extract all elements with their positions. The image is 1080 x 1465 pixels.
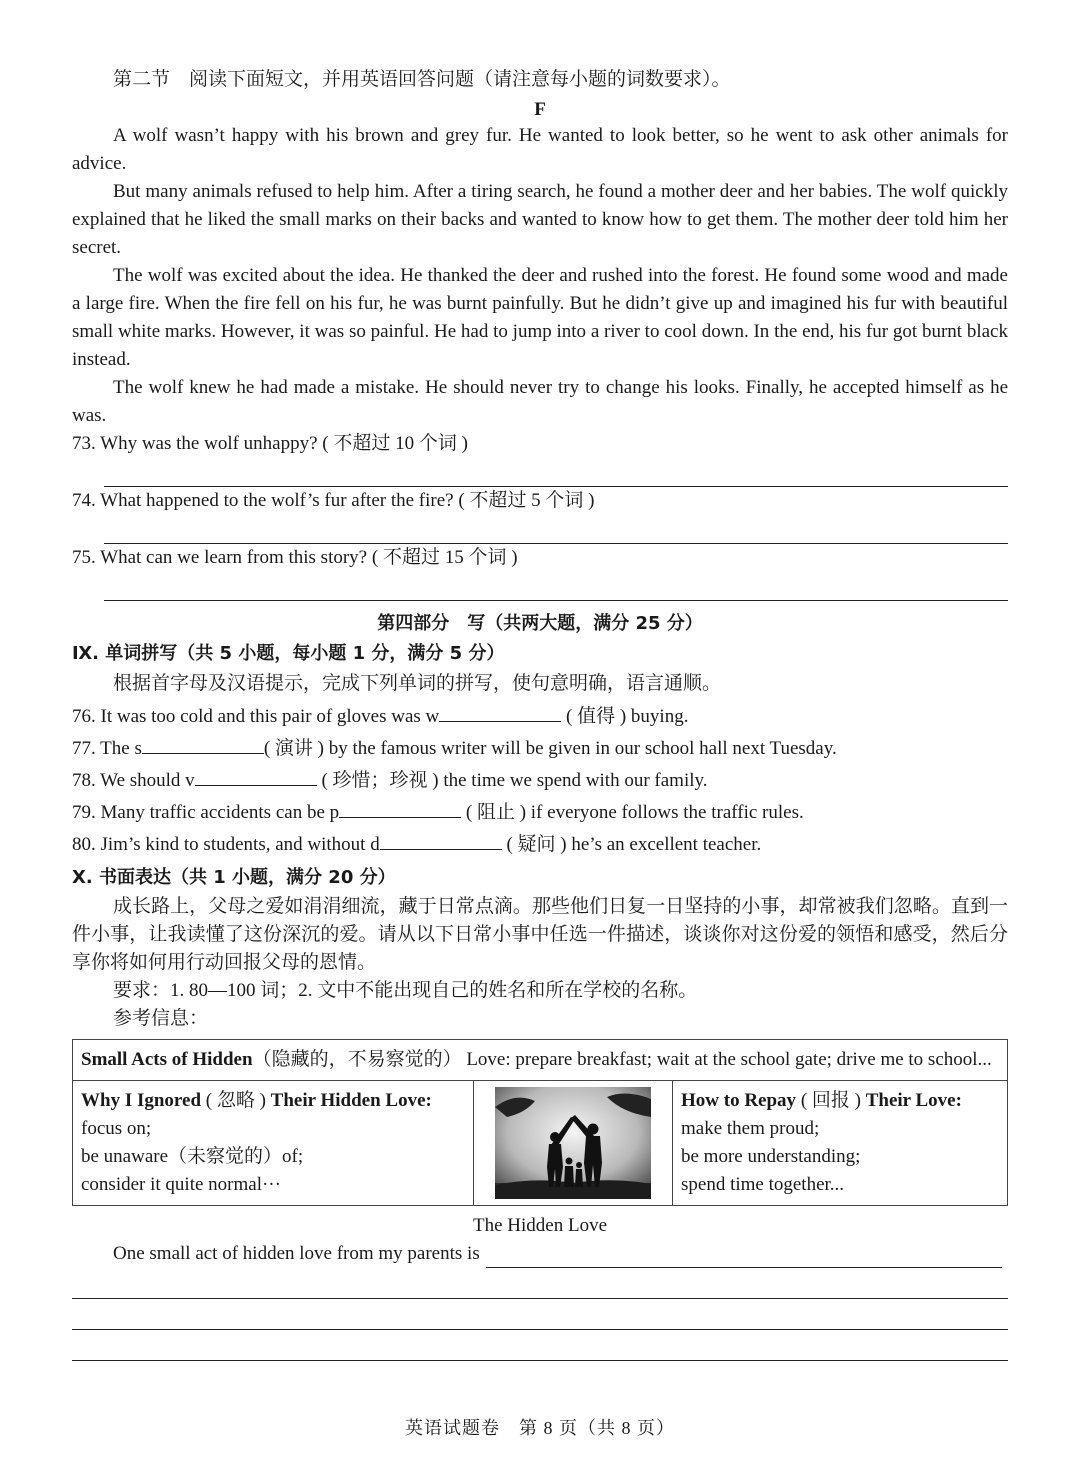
item-hint: ( 值得 ) buying. xyxy=(561,706,689,727)
how-to-repay-item: be more understanding; xyxy=(681,1146,861,1167)
spelling-item-77 xyxy=(72,735,1008,763)
blank-77[interactable] xyxy=(142,735,264,754)
writing-line[interactable] xyxy=(72,1299,1008,1330)
essay-start-text: One small act of hidden love from my parents is xyxy=(113,1243,480,1264)
essay-first-line xyxy=(72,1240,1008,1268)
writing-line[interactable] xyxy=(72,1330,1008,1361)
spelling-heading: Ⅸ. 单词拼写（共 5 小题，每小题 1 分，满分 5 分） xyxy=(72,643,505,664)
why-ignored-gloss: ( 忽略 ) xyxy=(201,1090,271,1111)
writing-heading: Ⅹ. 书面表达（共 1 小题，满分 20 分） xyxy=(72,867,396,888)
reading-section-heading: 第二节 阅读下面短文，并用英语回答问题（请注意每小题的词数要求）。 xyxy=(113,69,731,90)
item-text: 79. Many traffic accidents can be p xyxy=(72,802,340,823)
reference-row-small-acts xyxy=(73,1040,1008,1081)
spelling-item-79 xyxy=(72,799,1008,827)
reference-label: 参考信息： xyxy=(113,1008,209,1029)
passage-label: F xyxy=(534,99,546,120)
writing-line[interactable] xyxy=(72,1268,1008,1299)
question-75: 75. What can we learn from this story? ( 不超过 15 个词 ) xyxy=(72,547,518,568)
why-ignored-item: be unaware（未察觉的）of; xyxy=(81,1146,304,1167)
item-text: 80. Jim’s kind to students, and without d xyxy=(72,834,380,855)
family-photo-cell xyxy=(474,1081,673,1206)
answer-line-74[interactable] xyxy=(104,515,1008,544)
passage-paragraph-4: The wolf knew he had made a mistake. He should never try to change his looks. Finally, he accepted himself as he was. xyxy=(72,377,1008,426)
blank-76[interactable] xyxy=(439,703,561,722)
essay-blank[interactable] xyxy=(486,1245,1002,1268)
how-to-repay-title: How to Repay xyxy=(681,1090,797,1111)
passage-paragraph-3: The wolf was excited about the idea. He thanked the deer and rushed into the forest. He found some wood and made a large fire. When the fire fell on his fur, he was burnt painfully. But he didn’t give up and imagined his fur with beautiful small white marks. However, it was so painful. He had to jump into a river to cool down. In the end, his fur got burnt black instead. xyxy=(72,265,1008,370)
why-ignored-item: consider it quite normal··· xyxy=(81,1174,281,1195)
essay-title: The Hidden Love xyxy=(472,1215,607,1236)
exam-page xyxy=(72,66,1008,1361)
small-acts-text: （隐藏的，不易察觉的） Love: prepare breakfast; wait at the school gate; drive me to school... xyxy=(252,1049,992,1070)
why-ignored-item: focus on; xyxy=(81,1118,152,1139)
why-ignored-title: Why I Ignored xyxy=(81,1090,202,1111)
how-to-repay-gloss: ( 回报 ) xyxy=(796,1090,866,1111)
blank-80[interactable] xyxy=(380,831,502,850)
item-hint: ( 演讲 ) by the famous writer will be given in our school hall next Tuesday. xyxy=(263,738,837,759)
blank-78[interactable] xyxy=(195,767,317,786)
answer-line-73[interactable] xyxy=(104,458,1008,487)
page-footer: 英语试题卷 第 8 页（共 8 页） xyxy=(405,1418,675,1438)
spelling-item-78 xyxy=(72,767,1008,795)
part4-title: 第四部分 写（共两大题，满分 25 分） xyxy=(377,613,703,634)
how-to-repay-item: spend time together... xyxy=(681,1174,845,1195)
writing-requirements: 要求：1. 80—100 词；2. 文中不能出现自己的姓名和所在学校的名称。 xyxy=(113,980,698,1001)
passage-paragraph-1: A wolf wasn’t happy with his brown and grey fur. He wanted to look better, so he went to ask other animals for advice. xyxy=(72,125,1008,174)
how-to-repay-item: make them proud; xyxy=(681,1118,820,1139)
item-hint: ( 珍惜；珍视 ) the time we spend with our family. xyxy=(316,770,708,791)
item-text: 77. The s xyxy=(72,738,142,759)
question-73: 73. Why was the wolf unhappy? ( 不超过 10 个词 ) xyxy=(72,433,468,454)
small-acts-title: Small Acts of Hidden xyxy=(81,1049,253,1070)
how-to-repay-cell xyxy=(673,1081,1008,1206)
passage-paragraph-2: But many animals refused to help him. After a tiring search, he found a mother deer and her babies. The wolf quickly explained that he liked the small marks on their backs and wanted to know how to get them. The mother deer told him her secret. xyxy=(72,181,1008,258)
question-74: 74. What happened to the wolf’s fur after the fire? ( 不超过 5 个词 ) xyxy=(72,490,595,511)
item-text: 76. It was too cold and this pair of gloves was w xyxy=(72,706,440,727)
item-hint: ( 疑问 ) he’s an excellent teacher. xyxy=(501,834,762,855)
family-silhouette-image xyxy=(495,1087,651,1199)
item-text: 78. We should v xyxy=(72,770,195,791)
writing-prompt: 成长路上，父母之爱如涓涓细流，藏于日常点滴。那些他们日复一日坚持的小事，却常被我们忽略。直到一件小事，让我读懂了这份深沉的爱。请从以下日常小事中任选一件描述，谈谈你对这份爱的领悟和感受，然后分享你将如何用行动回报父母的恩情。 xyxy=(72,896,1008,973)
spelling-item-80 xyxy=(72,831,1008,859)
item-hint: ( 阻止 ) if everyone follows the traffic rules. xyxy=(461,802,804,823)
why-ignored-title-end: Their Hidden Love: xyxy=(270,1090,432,1111)
how-to-repay-title-end: Their Love: xyxy=(865,1090,962,1111)
spelling-item-76 xyxy=(72,703,1008,731)
answer-line-75[interactable] xyxy=(104,572,1008,601)
spelling-instruction: 根据首字母及汉语提示，完成下列单词的拼写，使句意明确，语言通顺。 xyxy=(113,673,722,694)
why-ignored-cell xyxy=(73,1081,474,1206)
blank-79[interactable] xyxy=(339,799,461,818)
reference-table xyxy=(72,1039,1008,1206)
